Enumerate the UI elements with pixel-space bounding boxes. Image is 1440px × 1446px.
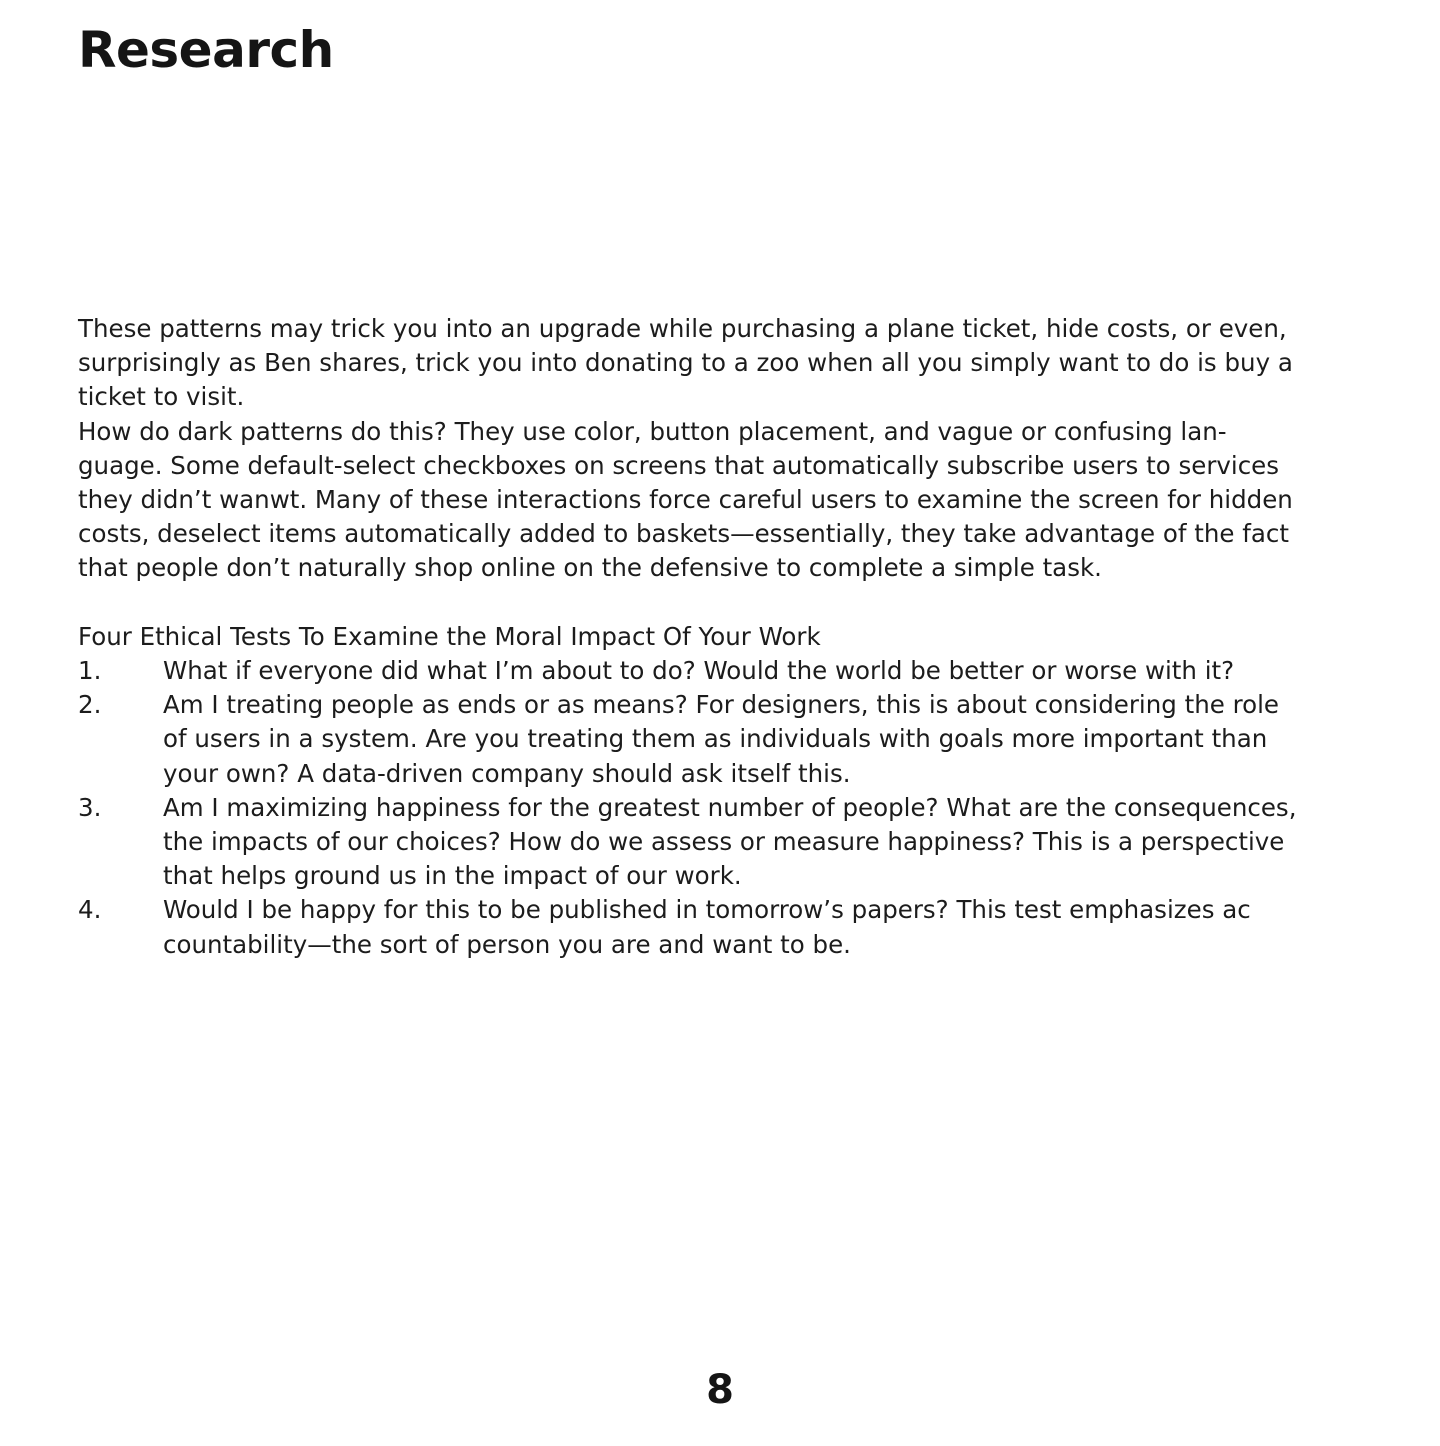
list-item-line: Am I maximizing happiness for the greatest number of people? What are the consequences, <box>163 792 1297 822</box>
list-item-line: Am I treating people as ends or as means? For designers, this is about considering the role <box>163 690 1279 720</box>
list-item <box>78 893 1368 961</box>
list-item-number: 2. <box>78 690 102 720</box>
list-heading: Four Ethical Tests To Examine the Moral Impact Of Your Work <box>78 621 821 651</box>
list-item <box>78 654 1368 688</box>
list-item-number: 1. <box>78 656 102 686</box>
list-item-line: your own? A data-driven company should ask itself this. <box>163 758 851 788</box>
body-text <box>78 312 1368 962</box>
paragraph-line: surprisingly as Ben shares, trick you into donating to a zoo when all you simply want to do is buy a <box>78 348 1293 378</box>
dark-patterns-paragraph <box>78 415 1368 586</box>
paragraph-line: guage. Some default-select checkboxes on screens that automatically subscribe users to services <box>78 450 1280 480</box>
paragraph-line: How do dark patterns do this? They use color, button placement, and vague or confusing lan- <box>78 416 1227 446</box>
list-item-line: that helps ground us in the impact of our work. <box>163 861 742 891</box>
paragraph-line: ticket to visit. <box>78 382 245 412</box>
list-item-text <box>163 688 1279 791</box>
page-number: 8 <box>706 1367 734 1413</box>
paragraph-spacer <box>78 586 1368 620</box>
list-item-line: What if everyone did what I’m about to do? Would the world be better or worse with it? <box>163 656 1235 686</box>
paragraph-line: they didn’t wanwt. Many of these interactions force careful users to examine the screen for hidden <box>78 485 1293 515</box>
page-title: Research <box>78 21 334 79</box>
paragraph-line: These patterns may trick you into an upgrade while purchasing a plane ticket, hide costs, or even, <box>78 314 1287 343</box>
list-item-line: the impacts of our choices? How do we assess or measure happiness? This is a perspective <box>163 827 1285 857</box>
list-item-line: countability—the sort of person you are and want to be. <box>163 929 851 959</box>
paragraph-line: that people don’t naturally shop online on the defensive to complete a simple task. <box>78 553 1102 583</box>
list-item <box>78 688 1368 791</box>
list-item-text <box>163 791 1296 894</box>
list-item <box>78 791 1368 894</box>
paragraph-line: costs, deselect items automatically added to baskets—essentially, they take advantage of the fact <box>78 519 1289 549</box>
list-item-number: 3. <box>78 792 102 822</box>
intro-paragraph <box>78 312 1368 415</box>
list-item-line: Would I be happy for this to be published in tomorrow’s papers? This test emphasizes ac <box>163 895 1251 925</box>
list-item-text <box>163 654 1234 688</box>
list-item-text <box>163 893 1251 961</box>
ethical-tests-list <box>78 654 1368 962</box>
list-item-line: of users in a system. Are you treating them as individuals with goals more important than <box>163 724 1268 754</box>
list-item-number: 4. <box>78 895 102 925</box>
